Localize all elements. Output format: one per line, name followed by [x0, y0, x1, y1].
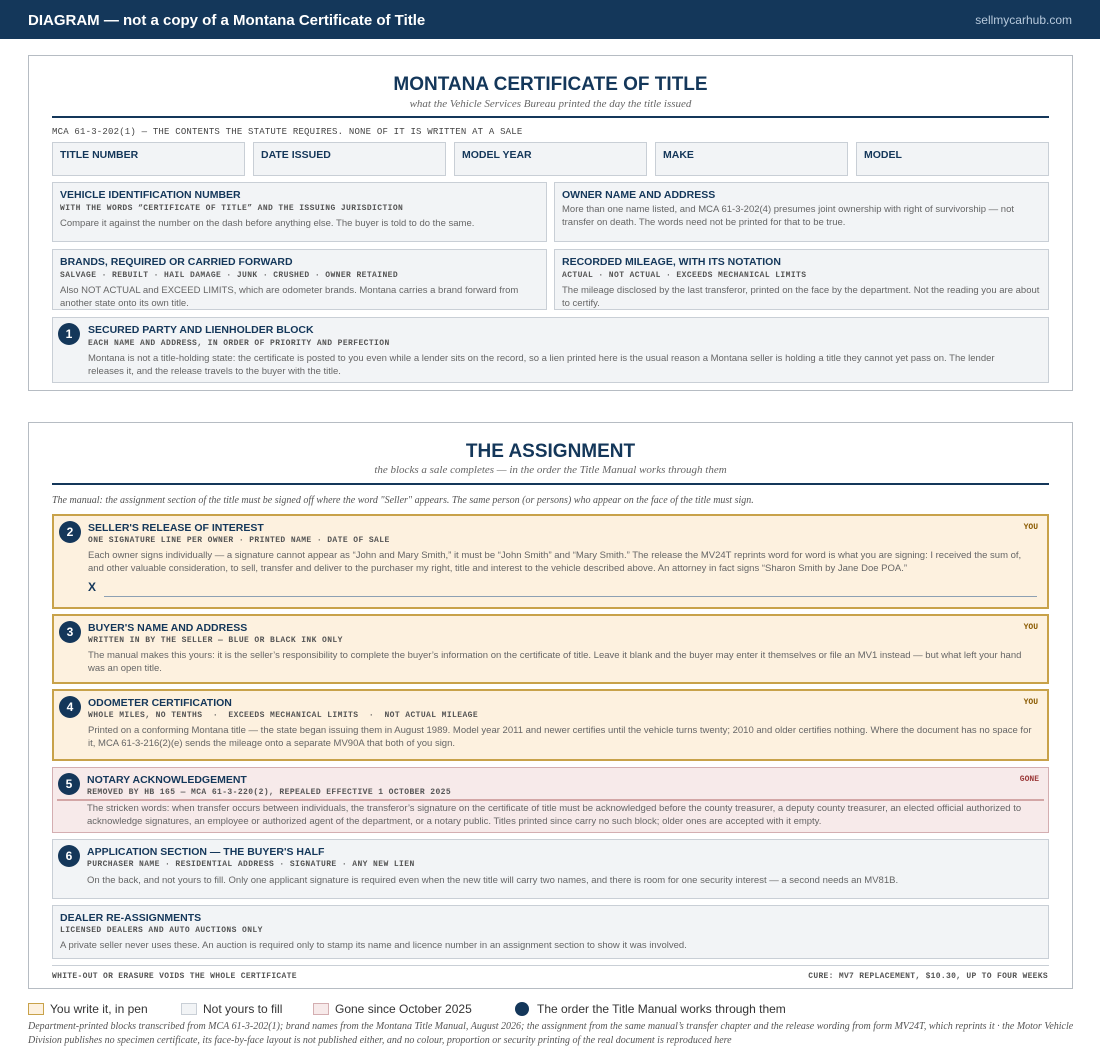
field-make	[655, 142, 848, 176]
brands-block	[52, 249, 547, 310]
footer-rule	[52, 965, 1049, 966]
site-name: sellmycarhub.com	[975, 13, 1072, 27]
mileage-block	[554, 249, 1049, 310]
odometer-block	[52, 689, 1049, 761]
source-footnote: Department-printed blocks transcribed from MCA 61-3-202(1); brand names from the Montana Title Manual, August 2026; the assignment from the same manual’s transfer chapter and the release wording from form MV24T, which reprints it · the Motor Vehicle Division publishes no specimen certificate, its face-by-face layout is not published either, and no colour, proportion or security printing of the real document is reproduced here	[28, 1021, 1074, 1046]
notary-sub: REMOVED BY HB 165 — MCA 61-3-220(2), REPEALED EFFECTIVE 1 OCTOBER 2025	[87, 788, 452, 797]
owner-desc: More than one name listed, and MCA 61-3-202(4) presumes joint ownership with right of survivorship — not transfer on death. The words need not be printed for that to be true.	[562, 204, 1014, 228]
dealer-sub: LICENSED DEALERS AND AUTO AUCTIONS ONLY	[60, 926, 263, 935]
dealer-desc: A private seller never uses these. An auction is required only to stamp its name and licence number in an assignment section to show it was involved.	[60, 940, 687, 951]
not-yours-swatch	[181, 1003, 197, 1015]
statute-caption: MCA 61-3-202(1) — THE CONTENTS THE STATUTE REQUIRES. NONE OF IT IS WRITTEN AT A SALE	[52, 127, 523, 137]
vin-sub: WITH THE WORDS “CERTIFICATE OF TITLE” AND THE ISSUING JURISDICTION	[60, 204, 404, 213]
vin-label: VEHICLE IDENTIFICATION NUMBER	[60, 189, 241, 201]
application-sub: PURCHASER NAME · RESIDENTIAL ADDRESS · SIGNATURE · ANY NEW LIEN	[87, 860, 415, 869]
vin-block	[52, 182, 547, 242]
field-title-number	[52, 142, 245, 176]
owner-block	[554, 182, 1049, 242]
step-number-badge: 5	[58, 773, 80, 795]
seller-release-block	[52, 514, 1049, 609]
step-number-badge: 6	[58, 845, 80, 867]
diagram-title: DIAGRAM — not a copy of a Montana Certificate of Title	[28, 12, 426, 29]
step-number-badge: 4	[59, 696, 81, 718]
field-label: MODEL	[864, 149, 902, 161]
application-desc: On the back, and not yours to fill. Only one applicant signature is required even when the new title will carry two names, and there is room for one security interest — a second needs an MV81B.	[87, 875, 899, 886]
odometer-sub: WHOLE MILES, NO TENTHS · EXCEEDS MECHANICAL LIMITS · NOT ACTUAL MILEAGE	[88, 711, 479, 720]
mileage-desc: The mileage disclosed by the last transferor, printed on the face by the department. Not the reading you are about to certify.	[562, 285, 1040, 309]
buyer-name-block	[52, 614, 1049, 684]
buyer-name-sub: WRITTEN IN BY THE SELLER — BLUE OR BLACK INK ONLY	[88, 636, 343, 645]
mileage-label: RECORDED MILEAGE, WITH ITS NOTATION	[562, 256, 781, 268]
odometer-label: ODOMETER CERTIFICATION	[88, 697, 232, 709]
step-number-badge: 2	[59, 521, 81, 543]
signature-line[interactable]	[104, 596, 1037, 597]
brands-sub: SALVAGE · REBUILT · HAIL DAMAGE · JUNK · CRUSHED · OWNER RETAINED	[60, 271, 399, 280]
dealer-block	[52, 905, 1049, 959]
certificate-title: MONTANA CERTIFICATE OF TITLE	[393, 74, 708, 95]
notary-desc: The stricken words: when transfer occurs between individuals, the transferor’s signature on the certificate of title must be acknowledged before the county treasurer, a deputy county treasurer, an elected official authorized to acknowledge signatures, an employee or authorized agent of the department, or a notary public. Titles printed since carry no such block; older ones are accepted with it empty.	[87, 803, 1022, 827]
field-label: MODEL YEAR	[462, 149, 532, 161]
certificate-rule	[52, 116, 1049, 118]
brands-label: BRANDS, REQUIRED OR CARRIED FORWARD	[60, 256, 293, 268]
certificate-subtitle: what the Vehicle Services Bureau printed the day the title issued	[409, 98, 692, 110]
legend-label: The order the Title Manual works through them	[537, 1002, 786, 1016]
legend-label: Not yours to fill	[203, 1002, 283, 1016]
mileage-sub: ACTUAL · NOT ACTUAL · EXCEEDS MECHANICAL LIMITS	[562, 271, 807, 280]
order-dot-icon	[515, 1002, 529, 1016]
strike-line	[57, 799, 1044, 801]
lienholder-block	[52, 317, 1049, 383]
legend-label: You write it, in pen	[50, 1002, 148, 1016]
you-tag: YOU	[1023, 523, 1038, 532]
signature-x: X	[88, 580, 97, 594]
dealer-label: DEALER RE-ASSIGNMENTS	[60, 912, 202, 924]
gone-tag: GONE	[1019, 775, 1039, 784]
lienholder-sub: EACH NAME AND ADDRESS, IN ORDER OF PRIORITY AND PERFECTION	[88, 339, 390, 348]
you-tag: YOU	[1023, 698, 1038, 707]
top-bar	[0, 0, 1100, 39]
field-model-year	[454, 142, 647, 176]
seller-release-label: SELLER'S RELEASE OF INTEREST	[88, 522, 264, 534]
seller-release-sub: ONE SIGNATURE LINE PER OWNER · PRINTED NAME · DATE OF SALE	[88, 536, 390, 545]
lienholder-label: SECURED PARTY AND LIENHOLDER BLOCK	[88, 324, 314, 336]
step-number-badge: 3	[59, 621, 81, 643]
notary-label: NOTARY ACKNOWLEDGEMENT	[87, 774, 247, 786]
odometer-desc: Printed on a conforming Montana title — the state began issuing them in August 1989. Model year 2011 and newer certifies until the vehicle turns twenty; 2010 and older certifies nothing. Where the document has no space for it, MCA 61-3-216(2)(e) sends the mileage onto a separate MV90A that both of you sign.	[88, 725, 1032, 749]
step-number-badge: 1	[58, 323, 80, 345]
field-model	[856, 142, 1049, 176]
assignment-panel	[28, 422, 1073, 989]
legend-label: Gone since October 2025	[335, 1002, 472, 1016]
assignment-rule	[52, 483, 1049, 485]
owner-label: OWNER NAME AND ADDRESS	[562, 189, 716, 201]
vin-desc: Compare it against the number on the dash before anything else. The buyer is told to do the same.	[60, 218, 475, 229]
field-label: TITLE NUMBER	[60, 149, 139, 161]
cure-note: CURE: MV7 REPLACEMENT, $10.30, UP TO FOUR WEEKS	[808, 972, 1048, 981]
manual-note: The manual: the assignment section of the title must be signed off where the word "Seller" appears. The same person (or persons) who appear on the face of the title must sign.	[52, 495, 754, 506]
assignment-subtitle: the blocks a sale completes — in the order the Title Manual works through them	[374, 464, 727, 476]
application-block	[52, 839, 1049, 899]
buyer-name-label: BUYER'S NAME AND ADDRESS	[88, 622, 248, 634]
certificate-face-panel	[28, 55, 1073, 391]
notary-block	[52, 767, 1049, 833]
field-label: DATE ISSUED	[261, 149, 331, 161]
gone-swatch	[313, 1003, 329, 1015]
pen-swatch	[28, 1003, 44, 1015]
lienholder-desc: Montana is not a title-holding state: the certificate is posted to you even while a lender sits on the record, so a lien printed here is the usual reason a Montana seller is holding a title they cannot yet pass on. The lender releases it, and the release travels to the buyer with the title.	[88, 353, 995, 377]
seller-release-desc: Each owner signs individually — a signature cannot appear as “John and Mary Smith,” it must be “John Smith” and “Mary Smith.” The release the MV24T reprints word for word is what you are signing: I received the sum of, and other valuable consideration, to sell, transfer and deliver to the purchaser my right, title and interest to the vehicle described above. An attorney in fact signs “Sharon Smith by Jane Doe POA.”	[88, 550, 1022, 574]
buyer-name-desc: The manual makes this yours: it is the seller’s responsibility to complete the buyer’s information on the certificate of title. Leave it blank and the buyer may enter it themselves or file an MV1 instead — but what left your hand was an open title.	[88, 650, 1022, 674]
whiteout-warning: WHITE-OUT OR ERASURE VOIDS THE WHOLE CERTIFICATE	[52, 972, 297, 981]
application-label: APPLICATION SECTION — THE BUYER'S HALF	[87, 846, 325, 858]
you-tag: YOU	[1023, 623, 1038, 632]
assignment-title: THE ASSIGNMENT	[465, 441, 636, 462]
brands-desc: Also NOT ACTUAL and EXCEED LIMITS, which are odometer brands. Montana carries a brand forward from another state onto its own title.	[60, 285, 519, 309]
field-label: MAKE	[663, 149, 694, 161]
field-date-issued	[253, 142, 446, 176]
